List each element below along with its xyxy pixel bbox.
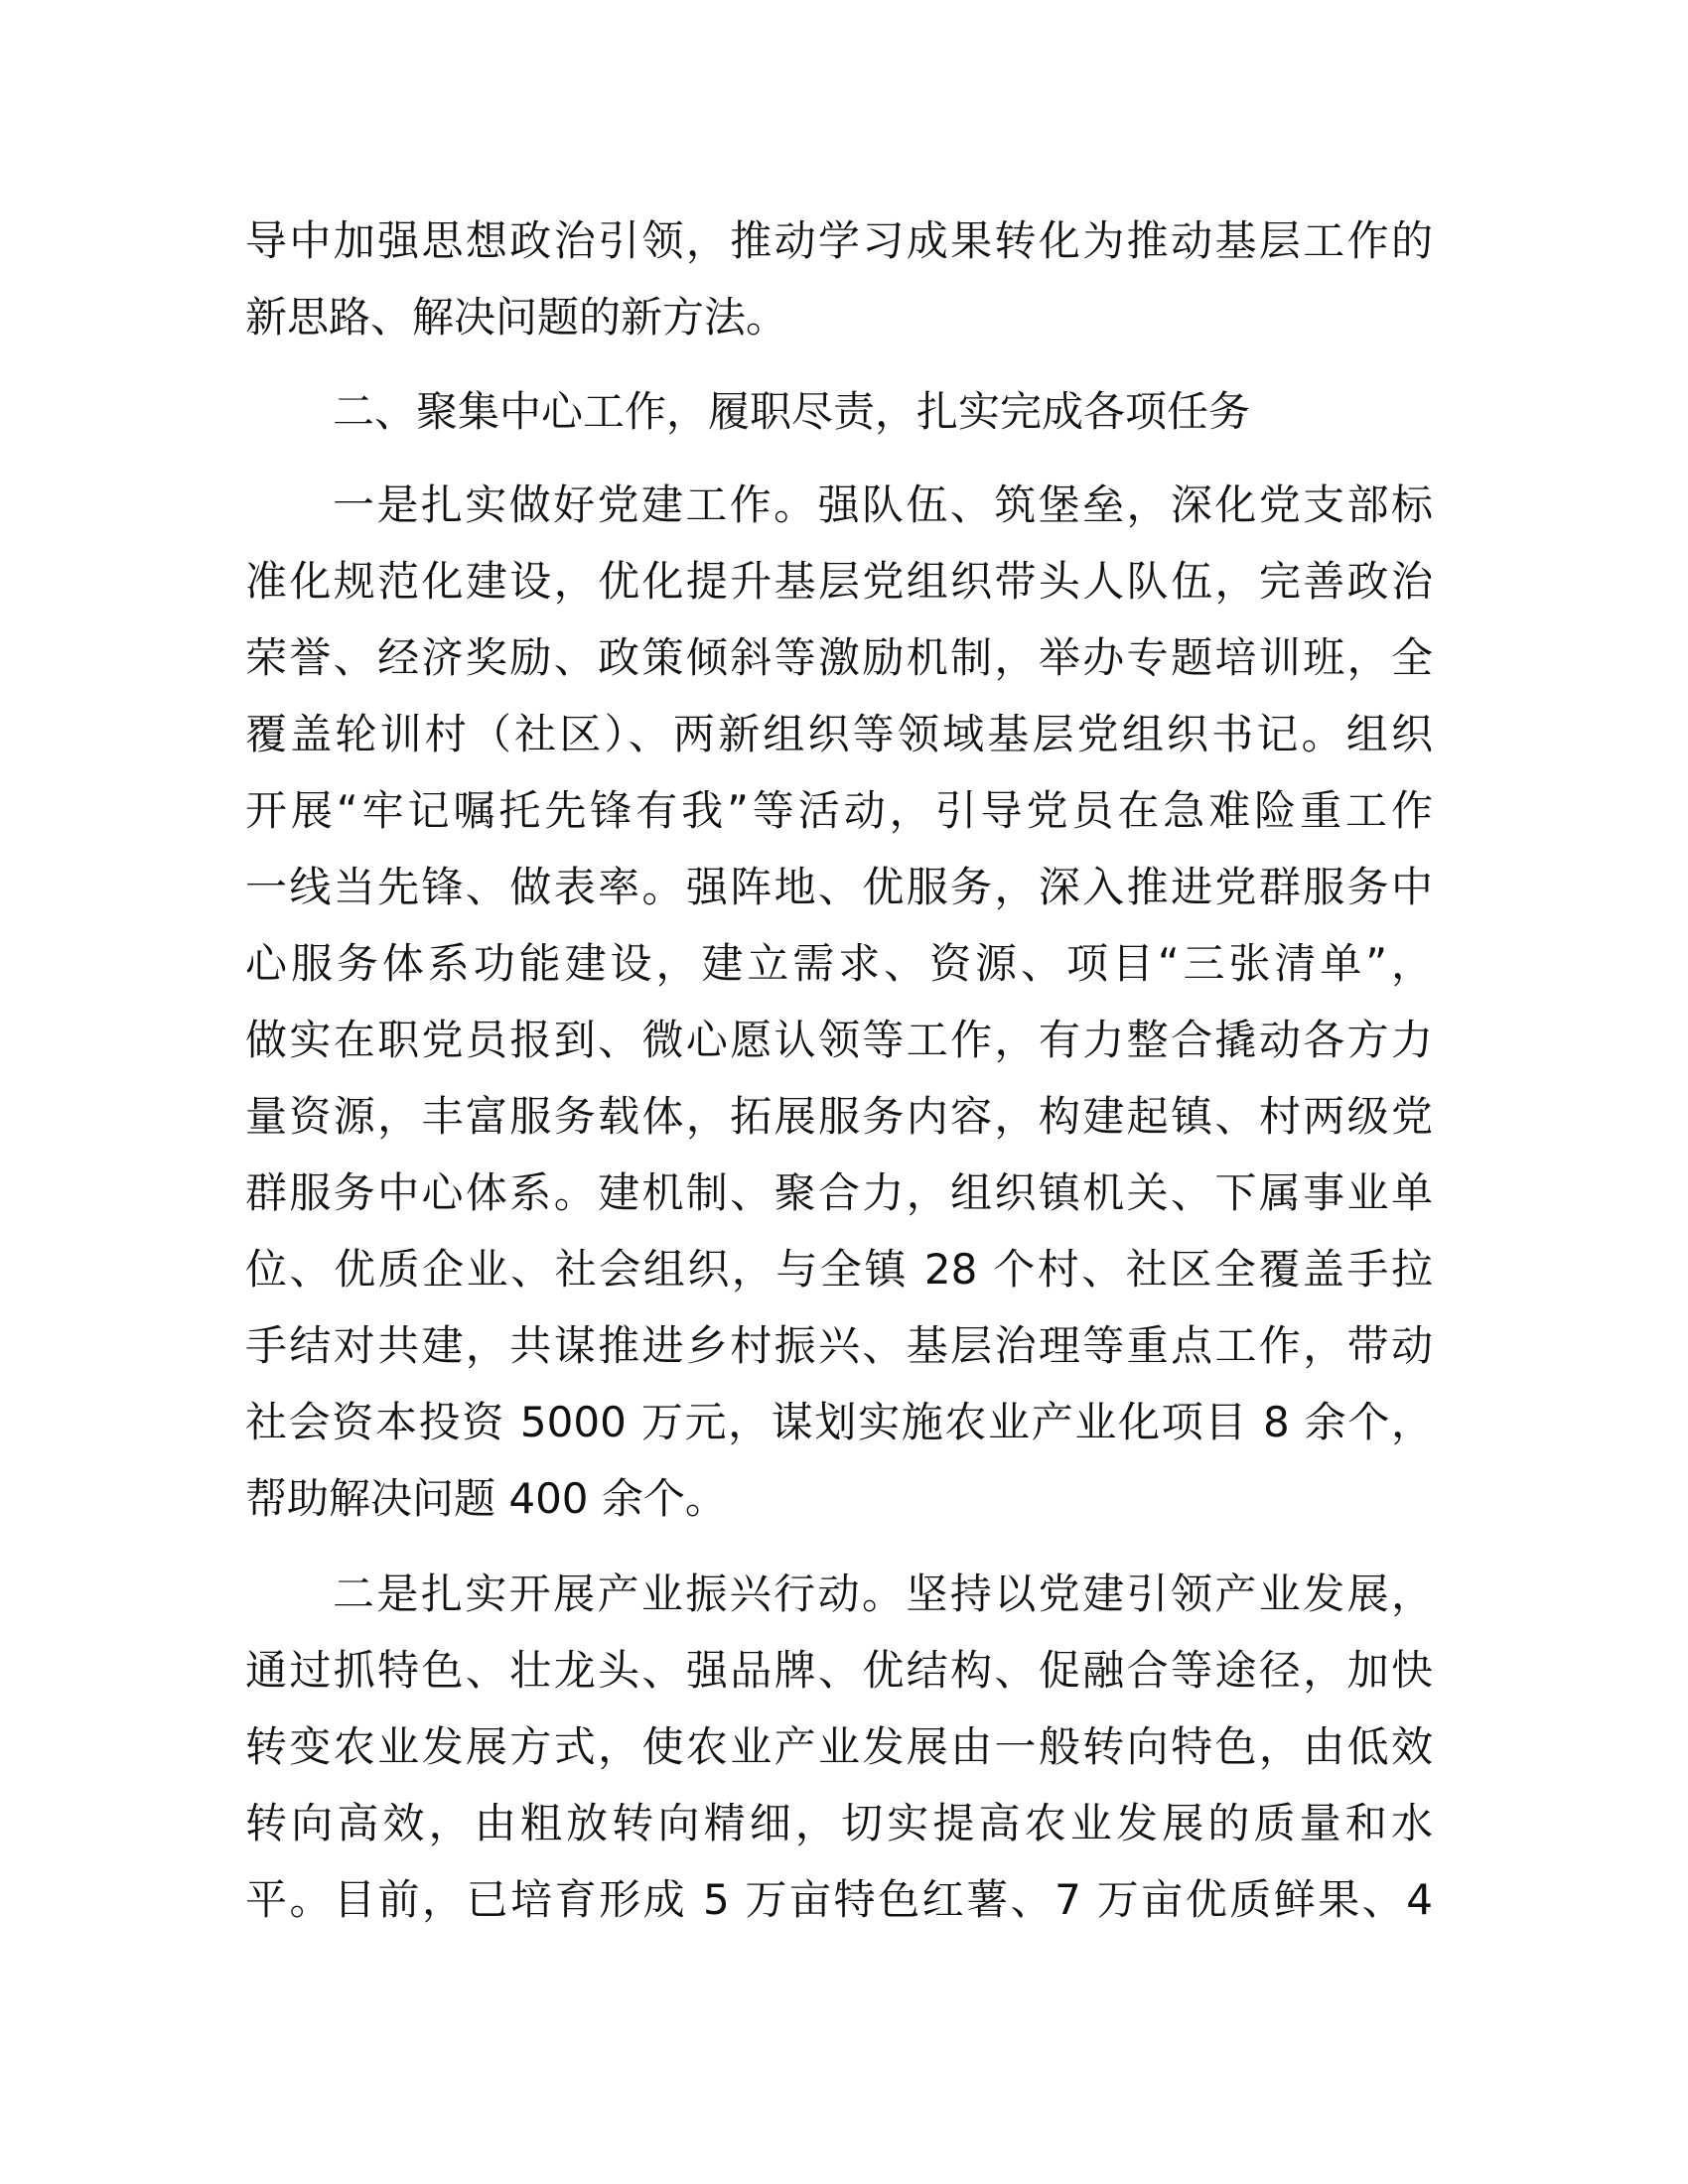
- text-line: 心服务体系功能建设，建立需求、资源、项目“三张清单”，: [245, 939, 1433, 988]
- text-line: 平。目前，已培育形成 5 万亩特色红薯、7 万亩优质鲜果、4: [245, 1875, 1433, 1924]
- text-line: 帮助解决问题 400 余个。: [245, 1474, 727, 1523]
- text-line: 准化规范化建设，优化提升基层党组织带头人队伍，完善政治: [245, 557, 1433, 606]
- text-line: 量资源，丰富服务载体，拓展服务内容，构建起镇、村两级党: [245, 1092, 1433, 1141]
- text-line: 导中加强思想政治引领，推动学习成果转化为推动基层工作的: [245, 216, 1433, 265]
- section-heading: 二、聚集中心工作，履职尽责，扎实完成各项任务: [333, 387, 1251, 436]
- text-line: 一是扎实做好党建工作。强队伍、筑堡垒，深化党支部标: [333, 480, 1433, 529]
- text-line: 社会资本投资 5000 万元，谋划实施农业产业化项目 8 余个，: [245, 1398, 1433, 1446]
- text-line: 覆盖轮训村（社区）、两新组织等领域基层党组织书记。组织: [245, 710, 1433, 758]
- text-line: 二是扎实开展产业振兴行动。坚持以党建引领产业发展，: [333, 1570, 1433, 1618]
- text-line: 通过抓特色、壮龙头、强品牌、优结构、促融合等途径，加快: [245, 1646, 1433, 1695]
- text-line: 荣誉、经济奖励、政策倾斜等激励机制，举办专题培训班，全: [245, 633, 1433, 682]
- text-line: 一线当先锋、做表率。强阵地、优服务，深入推进党群服务中: [245, 863, 1433, 911]
- text-line: 新思路、解决问题的新方法。: [245, 293, 788, 341]
- text-line: 群服务中心体系。建机制、聚合力，组织镇机关、下属事业单: [245, 1168, 1433, 1217]
- text-line: 转向高效，由粗放转向精细，切实提高农业发展的质量和水: [245, 1799, 1433, 1847]
- text-line: 转变农业发展方式，使农业产业发展由一般转向特色，由低效: [245, 1722, 1433, 1771]
- text-line: 做实在职党员报到、微心愿认领等工作，有力整合撬动各方力: [245, 1016, 1433, 1064]
- text-line: 开展“牢记嘱托先锋有我”等活动，引导党员在急难险重工作: [245, 786, 1433, 835]
- text-line: 位、优质企业、社会组织，与全镇 28 个村、社区全覆盖手拉: [245, 1245, 1433, 1294]
- text-line: 手结对共建，共谋推进乡村振兴、基层治理等重点工作，带动: [245, 1321, 1433, 1370]
